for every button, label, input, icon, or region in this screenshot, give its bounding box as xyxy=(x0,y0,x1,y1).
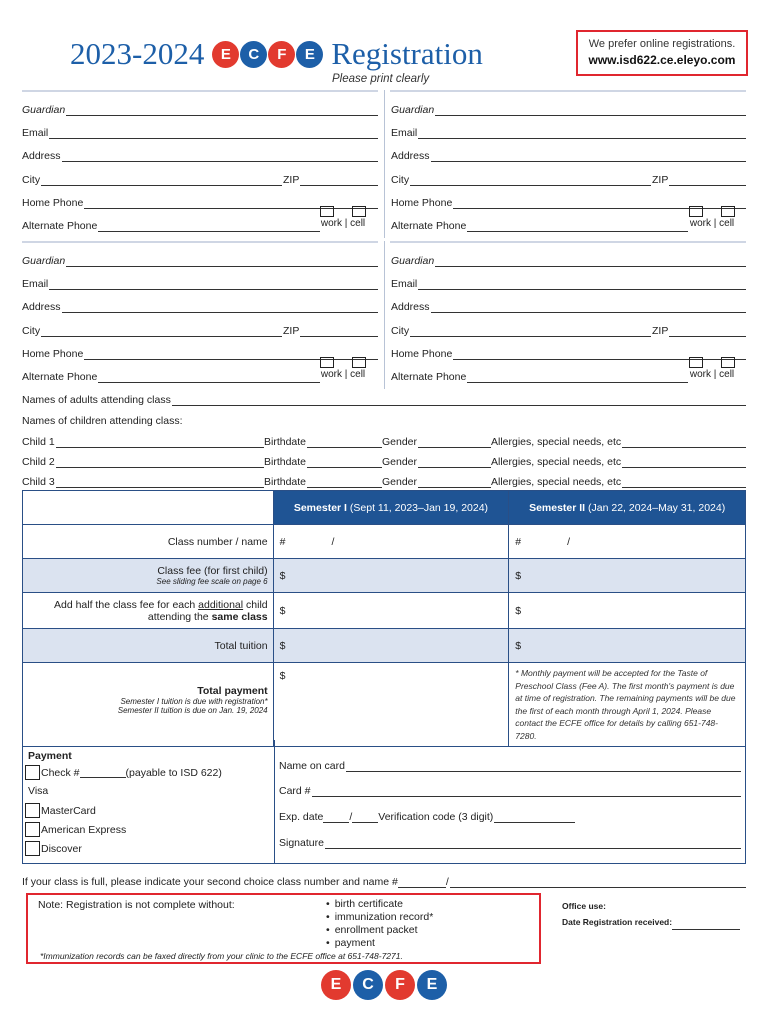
check-label: Check # xyxy=(41,766,80,779)
semester-2-dates: (Jan 22, 2024–May 31, 2024) xyxy=(588,501,726,514)
gender-field[interactable] xyxy=(382,472,491,488)
work-cell-selector[interactable] xyxy=(689,357,735,380)
child-name-field[interactable] xyxy=(22,472,264,488)
sem1-class-number-input[interactable]: # / xyxy=(273,525,509,559)
class-number-row xyxy=(23,525,746,559)
home-phone-label: Home Phone xyxy=(22,197,84,209)
gender-field[interactable] xyxy=(382,452,491,468)
alternate-phone-label: Alternate Phone xyxy=(391,220,467,232)
amex-option[interactable] xyxy=(25,822,126,837)
email-label: Email xyxy=(391,127,418,139)
verification-code-label: Verification code (3 digit) xyxy=(378,811,494,823)
work-cell-selector[interactable] xyxy=(320,206,366,229)
city-label: City xyxy=(22,325,41,337)
city-field[interactable] xyxy=(391,170,651,186)
address-field[interactable] xyxy=(22,146,378,162)
mastercard-label: MasterCard xyxy=(41,804,96,817)
mastercard-option[interactable] xyxy=(25,803,96,818)
gender-field[interactable] xyxy=(382,432,491,448)
alternate-phone-label: Alternate Phone xyxy=(22,371,98,383)
registration-requirements-note xyxy=(26,893,541,964)
section-rule xyxy=(22,90,378,92)
work-cell-label: work | cell xyxy=(320,369,366,380)
semester-1-label: Semester I xyxy=(293,501,347,514)
date-received-label: Date Registration received: xyxy=(562,917,673,927)
list-item: • immunization record* xyxy=(326,911,433,924)
allergies-label: Allergies, special needs, etc xyxy=(491,456,622,468)
cell-checkbox[interactable] xyxy=(721,206,735,217)
work-cell-selector[interactable] xyxy=(689,206,735,229)
guardian-field[interactable] xyxy=(391,100,746,116)
logo-letter-e: E xyxy=(212,41,239,68)
sliding-fee-note: See sliding fee scale on page 6 xyxy=(156,577,268,586)
exp-date-label: Exp. date xyxy=(279,811,324,823)
child-label: Child 2 xyxy=(22,456,55,468)
child-name-field[interactable] xyxy=(22,452,264,468)
work-cell-label: work | cell xyxy=(689,369,735,380)
visa-label: Visa xyxy=(28,785,49,797)
list-item: • enrollment packet xyxy=(326,924,433,937)
email-label: Email xyxy=(22,127,49,139)
column-divider xyxy=(384,241,385,389)
allergies-label: Allergies, special needs, etc xyxy=(491,476,622,488)
guardian-field[interactable] xyxy=(22,100,378,116)
birthdate-label: Birthdate xyxy=(264,476,307,488)
email-field[interactable] xyxy=(22,123,378,139)
email-field[interactable] xyxy=(391,123,746,139)
visa-option[interactable] xyxy=(28,785,48,797)
name-on-card-label: Name on card xyxy=(279,760,345,772)
zip-field[interactable] xyxy=(652,170,746,186)
table-header-row xyxy=(23,491,746,525)
ecfe-logo xyxy=(212,41,323,68)
list-item: • birth certificate xyxy=(326,898,433,911)
form-title xyxy=(70,34,483,74)
logo-letter-e: E xyxy=(321,970,351,1000)
office-use-section xyxy=(562,898,740,930)
zip-label: ZIP xyxy=(652,174,669,186)
date-received-field xyxy=(562,914,740,930)
work-checkbox[interactable] xyxy=(320,206,334,217)
city-label: City xyxy=(391,174,410,186)
note-label: Note: Registration is not complete without: xyxy=(38,899,235,911)
zip-label: ZIP xyxy=(652,325,669,337)
alternate-phone-field[interactable] xyxy=(22,216,320,232)
sem2-class-fee-input[interactable]: $ xyxy=(509,559,746,593)
zip-field[interactable] xyxy=(283,170,378,186)
list-item: • payment xyxy=(326,937,433,950)
birthdate-field[interactable] xyxy=(264,452,382,468)
child-label: Child 3 xyxy=(22,476,55,488)
birthdate-label: Birthdate xyxy=(264,436,307,448)
address-field[interactable] xyxy=(391,146,746,162)
cell-checkbox[interactable] xyxy=(352,206,366,217)
birthdate-field[interactable] xyxy=(264,432,382,448)
total-payment-text: Total payment xyxy=(197,685,268,697)
exp-date-field[interactable]: Exp. date / Verification code (3 digit) xyxy=(279,807,575,823)
total-tuition-label: Total tuition xyxy=(23,629,274,663)
city-label: City xyxy=(22,174,41,186)
total-payment-row xyxy=(23,663,746,747)
sem2-class-number-input[interactable]: # / xyxy=(509,525,746,559)
guardian-label: Guardian xyxy=(391,255,435,267)
adults-label: Names of adults attending class xyxy=(22,394,171,406)
sem2-total-tuition-input[interactable]: $ xyxy=(509,629,746,663)
birthdate-field[interactable] xyxy=(264,472,382,488)
guardian-label: Guardian xyxy=(391,104,435,116)
address-label: Address xyxy=(22,150,61,162)
semester-2-due-note: Semester II tuition is due on Jan. 19, 2024 xyxy=(117,706,268,715)
sem2-additional-child-input[interactable]: $ xyxy=(509,593,746,629)
alternate-phone-label: Alternate Phone xyxy=(22,220,98,232)
guardian-field[interactable] xyxy=(22,251,378,267)
logo-letter-e2: E xyxy=(417,970,447,1000)
sem1-additional-child-input[interactable]: $ xyxy=(273,593,509,629)
payment-title: Payment xyxy=(28,750,72,762)
online-registration-box xyxy=(576,30,748,76)
alternate-phone-field[interactable] xyxy=(391,216,688,232)
work-cell-selector[interactable] xyxy=(320,357,366,380)
card-number-field[interactable] xyxy=(279,781,741,797)
discover-option[interactable] xyxy=(25,841,82,856)
logo-letter-e2: E xyxy=(296,41,323,68)
semester-1-dates: (Sept 11, 2023–Jan 19, 2024) xyxy=(349,501,489,514)
total-payment-input[interactable]: $ xyxy=(273,663,509,747)
work-checkbox[interactable] xyxy=(320,357,334,368)
address-label: Address xyxy=(391,301,430,313)
city-field[interactable] xyxy=(22,170,282,186)
check-payable-note: (payable to ISD 622) xyxy=(125,766,222,779)
email-field[interactable] xyxy=(391,274,746,290)
child-label: Child 1 xyxy=(22,436,55,448)
monthly-payment-note: * Monthly payment will be accepted for the Taste of Preschool Class (Fee A). The first month's payment is due at time of registration. The remaining payments will be due the first of each month through April 1, 2024. Please contact the ECFE office for details by calling 651-748-7280. xyxy=(509,663,746,747)
additional-child-row xyxy=(23,593,746,629)
allergies-field[interactable] xyxy=(491,472,746,488)
print-clearly-note: Please print clearly xyxy=(332,73,430,85)
logo-letter-c: C xyxy=(353,970,383,1000)
footer-ecfe-logo xyxy=(321,970,447,1000)
address-field[interactable] xyxy=(22,297,378,313)
city-field[interactable] xyxy=(22,321,282,337)
additional-child-label: Add half the class fee for each additional child attending the same class xyxy=(23,593,274,629)
total-payment-label xyxy=(23,663,274,747)
signature-label: Signature xyxy=(279,837,324,849)
address-label: Address xyxy=(391,150,430,162)
cell-checkbox[interactable] xyxy=(721,357,735,368)
gender-label: Gender xyxy=(382,436,418,448)
payment-methods xyxy=(23,740,275,864)
logo-letter-f: F xyxy=(268,41,295,68)
address-field[interactable] xyxy=(391,297,746,313)
sem1-total-tuition-input[interactable]: $ xyxy=(273,629,509,663)
class-fee-row xyxy=(23,559,746,593)
address-label: Address xyxy=(22,301,61,313)
work-checkbox[interactable] xyxy=(689,206,703,217)
semester-1-due-note: Semester I tuition is due with registration* xyxy=(120,697,268,706)
signature-field[interactable] xyxy=(279,833,741,849)
semester-2-header xyxy=(509,491,746,525)
zip-label: ZIP xyxy=(283,174,300,186)
email-field[interactable] xyxy=(22,274,378,290)
online-note: We prefer online registrations. xyxy=(588,38,736,50)
alternate-phone-field[interactable] xyxy=(22,367,320,383)
city-label: City xyxy=(391,325,410,337)
mastercard-checkbox[interactable] xyxy=(25,803,40,818)
class-number-label: Class number / name xyxy=(23,525,274,559)
discover-label: Discover xyxy=(41,842,82,855)
second-choice-field[interactable]: If your class is full, please indicate your second choice class number and name # / xyxy=(22,872,746,888)
amex-checkbox[interactable] xyxy=(25,822,40,837)
email-label: Email xyxy=(22,278,49,290)
name-on-card-field[interactable] xyxy=(279,756,741,772)
logo-letter-c: C xyxy=(240,41,267,68)
work-cell-label: work | cell xyxy=(320,218,366,229)
check-option[interactable] xyxy=(25,765,222,780)
second-choice-label: If your class is full, please indicate your second choice class number and name # xyxy=(22,876,398,888)
allergies-label: Allergies, special needs, etc xyxy=(491,436,622,448)
guardian-field[interactable] xyxy=(391,251,746,267)
zip-field[interactable] xyxy=(283,321,378,337)
title-registration: Registration xyxy=(331,36,483,71)
home-phone-label: Home Phone xyxy=(391,197,453,209)
immunization-footnote: *Immunization records can be faxed directly from your clinic to the ECFE office at 651-748-7271. xyxy=(40,951,403,961)
guardian-label: Guardian xyxy=(22,255,66,267)
zip-field[interactable] xyxy=(652,321,746,337)
column-divider xyxy=(384,90,385,238)
section-rule xyxy=(390,90,746,92)
title-year: 2023-2024 xyxy=(70,36,205,71)
zip-label: ZIP xyxy=(283,325,300,337)
check-checkbox[interactable] xyxy=(25,765,40,780)
home-phone-label: Home Phone xyxy=(22,348,84,360)
birthdate-label: Birthdate xyxy=(264,456,307,468)
semester-1-header xyxy=(273,491,509,525)
gender-label: Gender xyxy=(382,456,418,468)
table-header-blank xyxy=(23,491,274,525)
office-use-title: Office use: xyxy=(562,901,606,911)
child-name-field[interactable] xyxy=(22,432,264,448)
section-rule xyxy=(22,241,378,243)
work-checkbox[interactable] xyxy=(689,357,703,368)
allergies-field[interactable] xyxy=(491,452,746,468)
gender-label: Gender xyxy=(382,476,418,488)
requirements-list xyxy=(326,898,433,950)
amex-label: American Express xyxy=(41,823,127,836)
cell-checkbox[interactable] xyxy=(352,357,366,368)
children-heading xyxy=(22,411,322,427)
discover-checkbox[interactable] xyxy=(25,841,40,856)
section-rule xyxy=(390,241,746,243)
semester-2-label: Semester II xyxy=(529,501,586,514)
home-phone-label: Home Phone xyxy=(391,348,453,360)
total-tuition-row xyxy=(23,629,746,663)
logo-letter-f: F xyxy=(385,970,415,1000)
online-url[interactable]: www.isd622.ce.eleyo.com xyxy=(588,53,736,67)
alternate-phone-label: Alternate Phone xyxy=(391,371,467,383)
class-fee-text: Class fee (for first child) xyxy=(157,565,268,577)
alternate-phone-field[interactable] xyxy=(391,367,688,383)
sem1-class-fee-input[interactable]: $ xyxy=(273,559,509,593)
guardian-label: Guardian xyxy=(22,104,66,116)
email-label: Email xyxy=(391,278,418,290)
adults-attending-field[interactable] xyxy=(22,390,746,406)
tuition-table xyxy=(22,490,746,747)
children-label: Names of children attending class: xyxy=(22,415,183,427)
class-fee-label xyxy=(23,559,274,593)
card-number-label: Card # xyxy=(279,785,311,797)
city-field[interactable] xyxy=(391,321,651,337)
work-cell-label: work | cell xyxy=(689,218,735,229)
allergies-field[interactable] xyxy=(491,432,746,448)
